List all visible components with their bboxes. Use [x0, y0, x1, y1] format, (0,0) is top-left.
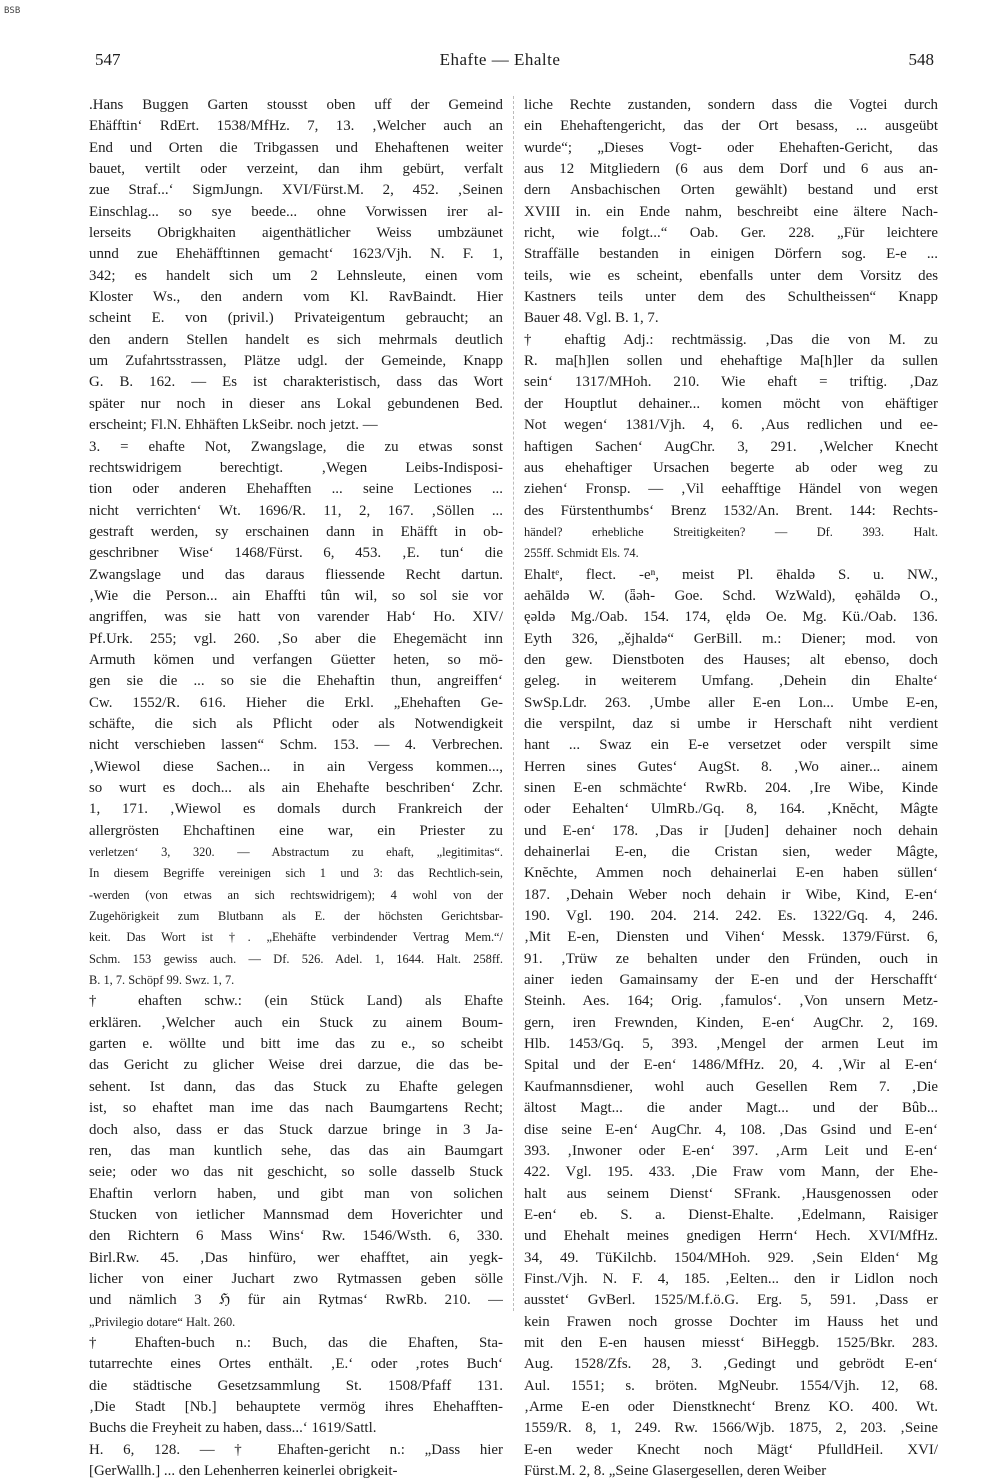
text-line: sehent. Ist dann, das das Stuck zu Ehafte gelegen — [89, 1078, 503, 1095]
text-line: Ehaftin verlorn haben, und gibt man von solichen — [89, 1185, 503, 1202]
text-line: so wurt es doch... als ain Ehehafte beschriben‘ Zchr. — [89, 780, 503, 796]
text-line: [GerWallh.] ... den Lehenherren keinerlei obrigkeit- — [89, 1463, 398, 1479]
text-line: halt aus seinem Dienst‘ SFrank. ‚Hausgenossen oder — [524, 1185, 938, 1202]
text-line: 190. Vgl. 190. 204. 214. 242. Es. 1322/Gq. 4, 246. — [524, 908, 938, 925]
text-line: Ehaltᵉ, flect. -eⁿ, meist Pl. ēhaldə S. u. NW., — [524, 566, 938, 583]
text-line: 187. ‚Dehain Weber noch dehain ir Wibe, Kind, E-en‘ — [524, 886, 938, 903]
text-line: Knĕchte, Ammen noch dehainerlai E-en haben süllen‘ — [524, 865, 938, 882]
page-header — [0, 50, 1000, 74]
text-line: 3. = ehafte Not, Zwangslage, die zu etwas sonst — [89, 438, 503, 455]
text-line: -werden (von etwas an sich rechtswidrigem); 4 wohl von der — [89, 887, 503, 902]
text-line: oder Eehalten‘ UlmRb./Gq. 8, 164. ‚Knĕcht, Mâgte — [524, 801, 938, 818]
text-line: 255ff. Schmidt Els. 74. — [524, 546, 639, 561]
text-line: 393. ‚Inwoner oder E-en‘ 397. ‚Arm Leit und E-en‘ — [524, 1142, 938, 1159]
text-line: sinen E-en schmächte‘ RwRb. 204. ‚Ire Wibe, Kinde — [524, 780, 938, 796]
text-line: lerseits Obrigkhaiten aigenthätlicher Weiss umbzäunet — [89, 225, 503, 242]
text-line: dise seine E-en‘ AugChr. 4, 108. ‚Das Gsind und E-en‘ — [524, 1121, 938, 1138]
text-line: haftigen Sachen‘ AugChr. 3, 291. ‚Welcher Knecht — [524, 438, 938, 455]
text-line: tutarrechte eines Ortes enthält. ‚E.‘ oder ‚rotes Buch‘ — [89, 1356, 503, 1373]
text-line: hant ... Swaz ein E-e versetzet oder verspilt sime — [524, 737, 938, 754]
text-line: ainer ieden Gamainsamy der E-en und der Herschafft‘ — [524, 972, 938, 989]
text-line: Kloster Ws., den andern vom Kl. RavBaindt. Hier — [89, 289, 503, 306]
text-line: allergrösten Ehchaftinen eine war, ein Priester zu — [89, 822, 503, 839]
text-line: SwSp.Ldr. 263. ‚Umbe aller E-en Lon... Umbe E-en, — [524, 694, 938, 711]
text-line: scheint E. von (privil.) Privateigentum gebraucht; an — [89, 310, 503, 327]
text-line: 1559/R. 8, 1, 249. Rw. 1566/Wjb. 1875, 2, 203. ‚Seine — [524, 1420, 938, 1437]
text-line: Zugehörigkeit zum Blutbann als E. der höchsten Gerichtsbar- — [89, 909, 503, 924]
text-line: dern Ansbachischen Orten gewählt) bestand und erst — [524, 182, 938, 199]
text-line: Stucken von ietlicher Mannsmad dem Hoverichter und — [89, 1206, 503, 1223]
text-line: ‚Mit E-en, Diensten und Vihen‘ Messk. 1379/Fürst. 6, — [524, 929, 938, 946]
text-line: händel? erhebliche Streitigkeiten? — Df. 393. Halt. — [524, 524, 938, 539]
text-line: wurde“; „Dieses Vogt- oder Ehehaften-Gericht, das — [524, 139, 938, 156]
text-line: ‚Die Stadt [Nb.] behauptete vermög ihres Ehehafften- — [89, 1398, 503, 1415]
running-title: Ehafte — Ehalte — [439, 50, 561, 69]
text-line: tion oder anderen Ehehafften ... seine Lectiones ... — [89, 481, 503, 498]
text-line: des Fürstenthumbs‘ Brenz 1532/An. Brent. 144: Rechts- — [524, 502, 938, 519]
text-line: 1, 171. ‚Wiewol es domals durch Frankreich der — [89, 801, 503, 818]
page-number-left: 547 — [95, 50, 121, 69]
text-line: und nämlich 3 ℌ für ain Rytmas‘ RwRb. 210. — — [89, 1292, 503, 1309]
text-line: Pf.Urk. 255; vgl. 260. ‚So aber die Ehegemächt inn — [89, 630, 503, 647]
text-line: geschribner Wise‘ 1468/Fürst. 6, 453. ‚E. tun‘ die — [89, 545, 503, 562]
text-line: gestraft werden, sy erschainen dann in Ehäfft in ob- — [89, 523, 503, 540]
text-line: richt, wie folgt...“ Oab. Ger. 228. „Für leichtere — [524, 225, 938, 242]
text-line: † ehaften schw.: (ein Stück Land) als Ehafte — [89, 993, 503, 1010]
text-line: rechtswidrigem berechtigt. ‚Wegen Leibs-Indisposi- — [89, 459, 503, 476]
text-line: Bauer 48. Vgl. B. 1, 7. — [524, 310, 659, 327]
text-line: End und Orten die Tribgassen und Ehehaftenen weiter — [89, 139, 503, 156]
text-line: dehainerlai E-en, die Cristan sien, weder Mâgte, — [524, 844, 938, 861]
text-line: zue Straf...‘ SigmJungn. XVI/Fürst.M. 2, 452. ‚Seinen — [89, 182, 503, 199]
text-line: die städtische Gesetzsammlung St. 1508/Pfaff 131. — [89, 1377, 503, 1394]
text-line: E-en weder Knecht noch Mägt‘ PfulldHeil. XVI/ — [524, 1441, 938, 1458]
text-line: erscheint; Fl.N. Ehhäften LkSeibr. noch jetzt. — — [89, 417, 378, 434]
text-line: das Gericht zu glicher Weise drei darzue, die das be- — [89, 1057, 503, 1074]
text-line: den gew. Dienstboten des Hauses; alt ebenso, doch — [524, 651, 938, 668]
text-line: Finst./Vjh. N. F. 4, 185. ‚Eelten... den ir Lidlon noch — [524, 1270, 938, 1287]
text-line: H. 6, 128. — † Ehaften-gericht n.: „Dass hier — [89, 1441, 503, 1458]
text-line: XVIII in. ein Ende nahm, beschreibt eine ältere Nach- — [524, 203, 938, 220]
text-line: ein Ehehaftengericht, das der Ort besass, ... ausgeübt — [524, 118, 938, 135]
text-line: verletzen‘ 3, 320. — Abstractum zu ehaft, „legitimitas“. — [89, 845, 503, 860]
text-line: Straffälle bestanden in einigen Dörfern sog. E-e ... — [524, 246, 938, 263]
text-line: In diesem Begriffe vereinigen sich 1 und 3: das Rechtlich-sein, — [89, 866, 503, 881]
text-line: den andern Stellen handelt es sich mehrmals deutlich — [89, 331, 503, 348]
text-line: 342; es handelt sich um 2 Lehnsleute, einen vom — [89, 267, 503, 284]
text-line: kein Frawen noch grosse Dochter im Hauss het und — [524, 1313, 938, 1330]
text-line: und E-en‘ 178. ‚Das ir [Juden] dehainer noch dehain — [524, 822, 938, 839]
text-line: B. 1, 7. Schöpf 99. Swz. 1, 7. — [89, 973, 235, 988]
text-line: der Houptlut dehainer... komen möcht von ehäftiger — [524, 395, 938, 412]
text-line: E-en‘ eb. S. a. Dienst-Ehalte. ‚Edelmann, Raisiger — [524, 1206, 938, 1223]
text-line: Kaufmannsdiener, wohl auch Gesellen Rem 7. ‚Die — [524, 1078, 938, 1095]
text-line: Zwangslage und das daraus fliessende Recht dartun. — [89, 566, 503, 583]
text-line: Cw. 1552/R. 616. Hieher die Erkl. „Ehehaften Ge- — [89, 694, 503, 711]
text-line: nicht verschieben lassen“ Schm. 153. — 4. Verbrechen. — [89, 737, 503, 754]
text-line: seie; oder wo das nit geschicht, so solle dasselb Stuck — [89, 1164, 503, 1181]
text-line: doch also, dass er das Stuck darzue bringe in 3 Ja- — [89, 1121, 503, 1138]
text-line: ausstet‘ GvBerl. 1525/M.f.ö.G. Erg. 5, 591. ‚Dass er — [524, 1292, 938, 1309]
text-line: aus ehehaftiger Ursachen begerte ab oder weg zu — [524, 459, 938, 476]
text-line: gern, iren Frewnden, Kinden, E-en‘ AugChr. 2, 169. — [524, 1014, 938, 1031]
text-line: † ehaftig Adj.: rechtmässig. ‚Das die von M. zu — [524, 331, 938, 348]
text-line: Schm. 153 gewiss auch. — Df. 526. Adel. 1, 1644. Halt. 258ff. — [89, 951, 503, 966]
text-line: G. B. 162. — Es ist charakteristisch, dass das Wort — [89, 374, 503, 391]
text-line: 34, 49. TüKilchb. 1504/MHoh. 929. ‚Sein Elden‘ Mg — [524, 1249, 938, 1266]
text-line: aehāldə W. (ǟəh- Goe. Schd. WzWald), ęəhāldə O., — [524, 587, 938, 604]
text-line: 91. ‚Trüw ze behalten under den Fründen, ouch in — [524, 950, 938, 967]
text-line: um Zufahrtsstrassen, Plätze udgl. der Gemeinde, Knapp — [89, 353, 503, 370]
text-line: ist, so ehaftet man ime das nach Baumgartens Recht; — [89, 1100, 503, 1117]
text-line: ‚Wie die Person... ain Ehaffti tûn wil, so sol sie vor — [89, 587, 503, 604]
text-line: unnd zue Ehehäfftinnen gemacht‘ 1623/Vjh. N. F. 1, — [89, 246, 503, 263]
text-line: Aul. 1551; s. bröten. MgNeubr. 1554/Vjh. 12, 68. — [524, 1377, 938, 1394]
right-text-column — [524, 95, 938, 1482]
text-line: ‚Wiewol diese Sachen... in ain Vergess kommen..., — [89, 758, 503, 775]
left-text-column — [89, 95, 503, 1482]
text-line: Armuth kömen und verfangen Güetter heten, so mö- — [89, 651, 503, 668]
text-line: Eyth 326, „ějhaldə“ GerBill. m.: Diener; mod. von — [524, 630, 938, 647]
text-line: Hlb. 1453/Gq. 5, 393. ‚Mengel der armen Leut im — [524, 1036, 938, 1053]
text-line: die verspilnt, daz si umbe ir Herschaft niht verdient — [524, 715, 938, 732]
text-line: den Richtern 6 Mass Wins‘ Rw. 1546/Wsth. 6, 330. — [89, 1228, 503, 1245]
text-line: mit den E-en hausen miesst‘ BiHeggb. 1525/Bkr. 283. — [524, 1334, 938, 1351]
text-line: ältost Magt... die ander Magt... und der Bûb... — [524, 1100, 938, 1117]
text-line: ęəldə Mg./Oab. 154. 174, ęldə Oe. Mg. Kü./Oab. 136. — [524, 609, 938, 626]
text-line: Ehäfftin‘ RdErt. 1538/MfHz. 7, 13. ‚Welcher auch an — [89, 118, 503, 135]
text-line: aus 12 Mitgliedern (6 aus dem Dorf und 6 aus an- — [524, 161, 938, 178]
text-line: gen sie die ... so sie die Ehehaftin thun, angreiffen‘ — [89, 673, 503, 690]
text-line: keit. Das Wort ist †. „Ehehäfte verbindender Vertrag Mem.“/ — [89, 930, 503, 945]
text-line: ‚Arme E-en oder Dienstknecht‘ Brenz KO. 400. Wt. — [524, 1398, 938, 1415]
text-line: Buchs die Freyheit zu haben, dass...‘ 1619/Sattl. — [89, 1420, 377, 1437]
text-line: Spital und der E-en‘ 1486/MfHz. 20, 4. ‚Wir al E-en‘ — [524, 1057, 938, 1074]
text-line: ziehen‘ Fronsp. — ‚Vil eehafftige Händel von wegen — [524, 481, 938, 498]
text-line: angriffen, was sie hatt von varender Hab‘ Ho. XIV/ — [89, 609, 503, 626]
text-line: sein‘ 1317/MHoh. 210. Wie ehaft = triftig. ‚Daz — [524, 374, 938, 391]
page-number-right: 548 — [908, 50, 934, 69]
text-line: geleg. in weiterem Umfang. ‚Dehein din Ehalte‘ — [524, 673, 938, 690]
text-line: R. ma[h]len sollen und ehehaftige Ma[h]ler da sullen — [524, 353, 938, 370]
text-line: schäfte, die sich als Pflicht oder als Notwendigkeit — [89, 715, 503, 732]
column-divider — [513, 96, 514, 1311]
text-line: liche Rechte zustanden, sondern dass die Vogtei durch — [524, 97, 938, 113]
text-line: „Privilegio dotare“ Halt. 260. — [89, 1314, 236, 1329]
text-line: später nur noch in dieser ans Lokal gebundenen Bed. — [89, 395, 503, 412]
text-line: † Ehaften-buch n.: Buch, das die Ehaften, Sta- — [89, 1334, 503, 1351]
text-line: Einschlag... so sye beede... ohne Vorwissen irer al- — [89, 203, 503, 220]
text-line: und Ehehalt meines gnedigen Herrn‘ Hech. XVI/MfHz. — [524, 1228, 938, 1245]
text-line: Steinh. Aes. 164; Orig. ‚famulos‘. ‚Von unsern Metz- — [524, 993, 938, 1010]
text-line: 422. Vgl. 195. 433. ‚Die Fraw vom Mann, der Ehe- — [524, 1164, 938, 1181]
text-line: licher von einer Juchart zwo Rytmassen geben sölle — [89, 1270, 503, 1287]
text-line: .Hans Buggen Garten stousst oben uff der Gemeind — [89, 97, 503, 113]
text-line: teils, wie es scheint, ebenfalls unter dem Vorsitz des — [524, 267, 938, 284]
text-line: Herren sines Gutes‘ AugSt. 8. ‚Wo ainer... ainem — [524, 758, 938, 775]
text-line: Birl.Rw. 45. ‚Das hinfüro, wer ehafftet, ain yegk- — [89, 1249, 503, 1266]
text-line: garten e. wöllte und bitt ime das zu e., so scheibt — [89, 1036, 503, 1053]
text-line: nicht verrichten‘ Wt. 1696/R. 11, 2, 167. ‚Söllen ... — [89, 502, 503, 519]
text-line: Fürst.M. 2, 8. „Seine Glasergesellen, deren Weiber — [524, 1463, 827, 1479]
text-line: Not wegen‘ 1381/Vjh. 4, 6. ‚Aus redlichen und ee- — [524, 417, 938, 434]
text-line: Aug. 1528/Zfs. 28, 3. ‚Gedingt und gebrödt E-en‘ — [524, 1356, 938, 1373]
text-line: erklären. ‚Welcher auch ein Stuck zu ainem Boum- — [89, 1014, 503, 1031]
text-line: bauet, vertilt oder verzeint, dan ihm gebürt, verfalt — [89, 161, 503, 178]
text-line: ren, das man kuntlich sehe, das das ain Baumgart — [89, 1142, 503, 1159]
text-line: Kastners teils unter dem des Schultheissen“ Knapp — [524, 289, 938, 306]
library-stamp: BSB — [4, 6, 21, 16]
